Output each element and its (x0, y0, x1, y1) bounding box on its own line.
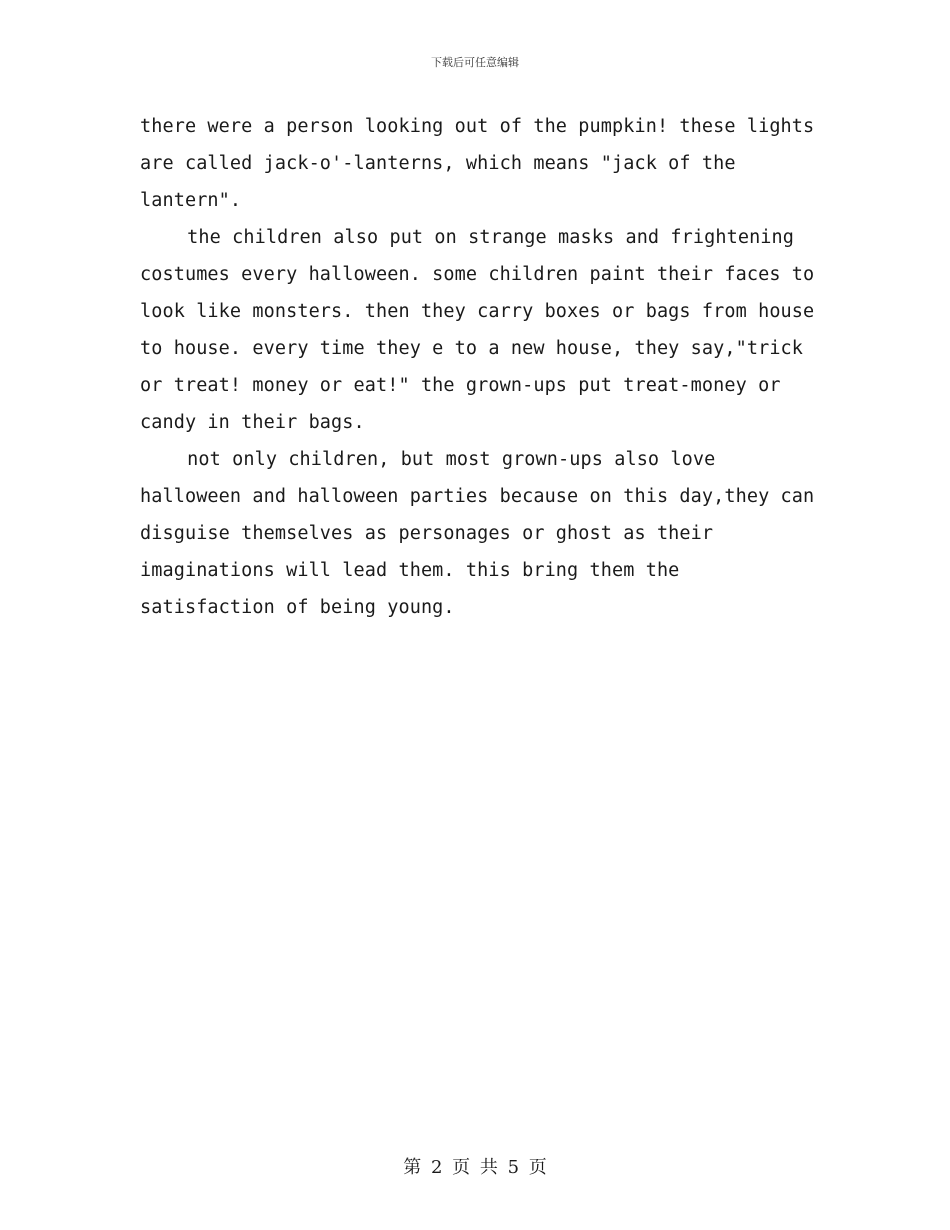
page-header: 下载后可任意编辑 (431, 56, 519, 69)
paragraph-3: not only children, but most grown-ups also love halloween and halloween parties because on this day,they can disguise themselves as personages or ghost as their imaginations will lead them. this bring them the satisfaction of being young. (140, 449, 826, 618)
paragraph-1: there were a person looking out of the pumpkin! these lights are called jack-o'-lanterns, which means "jack of the lantern". (140, 116, 826, 211)
paragraph-2: the children also put on strange masks and frightening costumes every halloween. some children paint their faces to look like monsters. then they carry boxes or bags from house to house. every time they e to a new house, they say,"trick or treat! money or eat!" the grown-ups put treat-money or candy in their bags. (140, 227, 826, 433)
document-body (140, 108, 826, 626)
page-number-footer: 第 2 页 共 5 页 (403, 1157, 547, 1178)
